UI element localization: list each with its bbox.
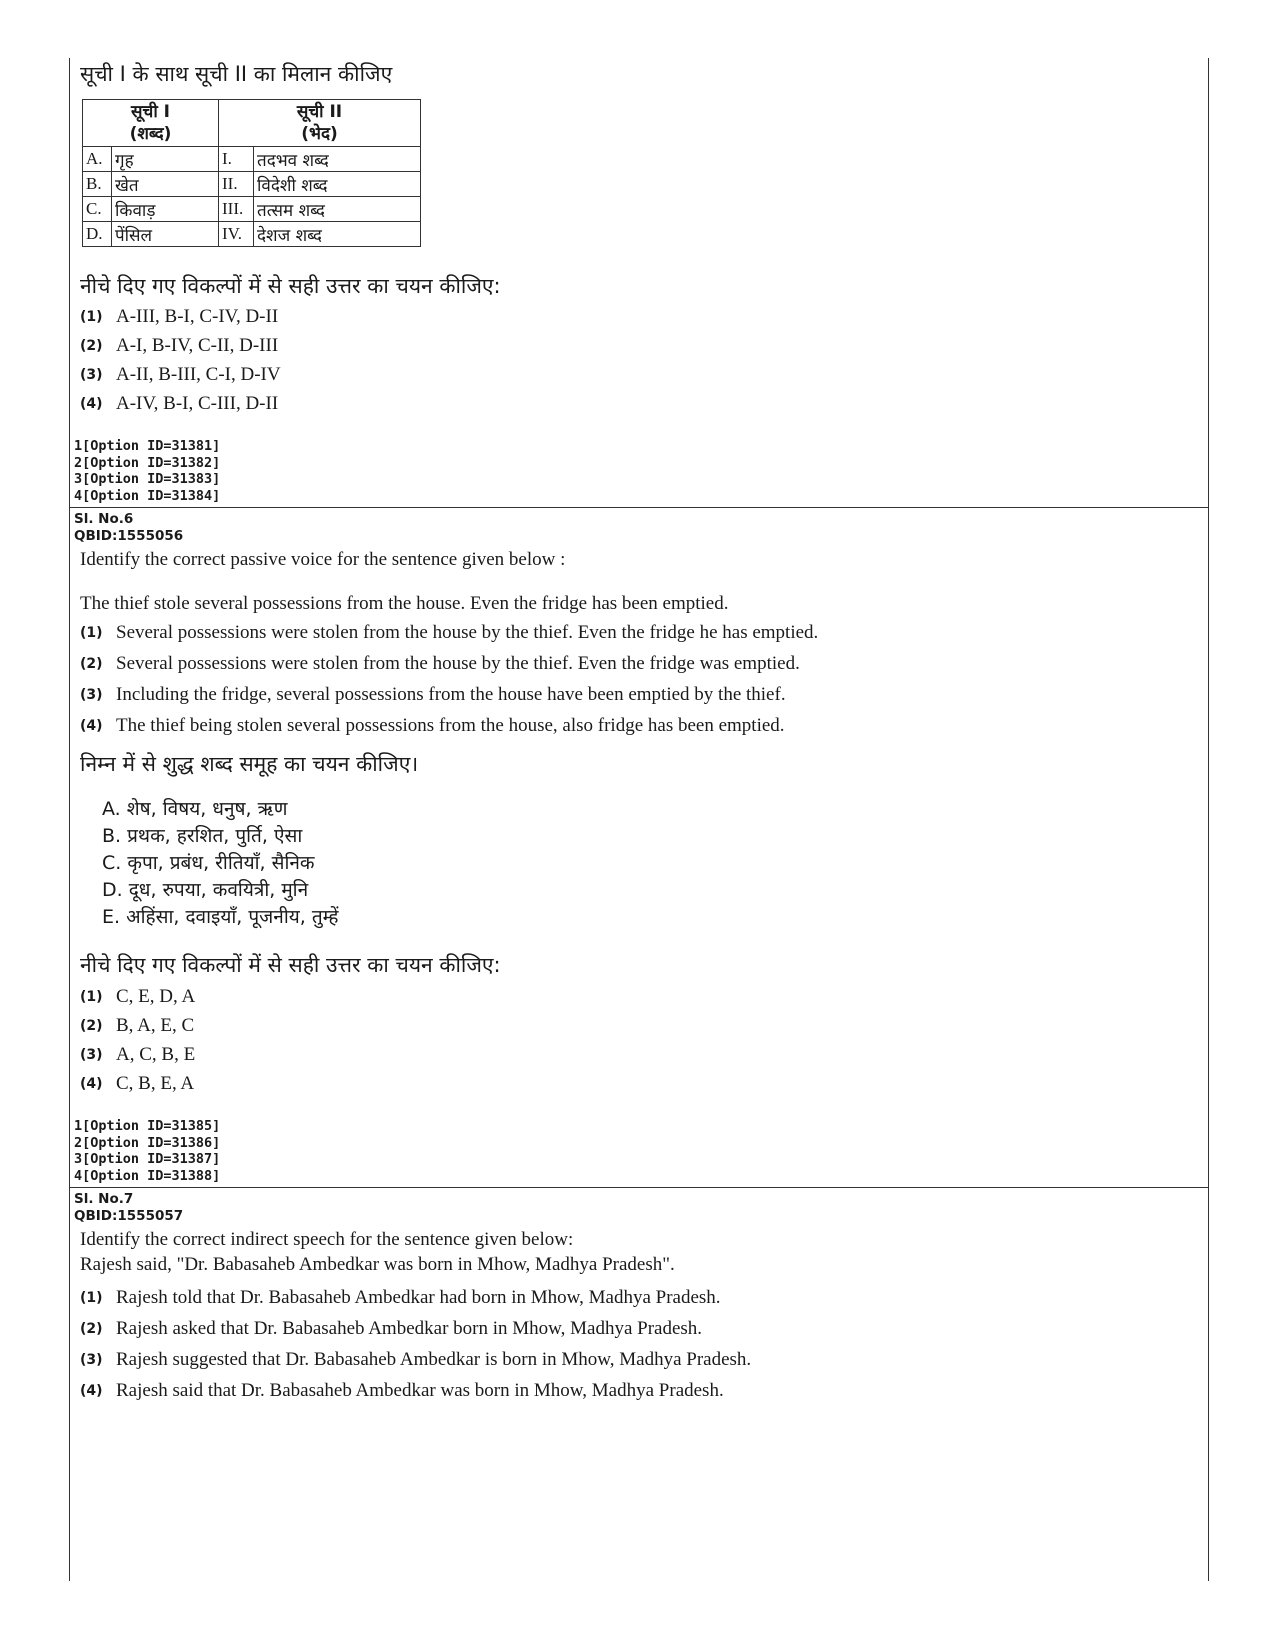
q6-hindi-option-4[interactable]: (4) C, B, E, A: [80, 1073, 195, 1094]
q7-option-3[interactable]: (3) Rajesh suggested that Dr. Babasaheb Ambedkar is born in Mhow, Madhya Pradesh.: [80, 1349, 752, 1370]
q6-hindi-option-3[interactable]: (3) A, C, B, E: [80, 1044, 196, 1065]
q6-option-1[interactable]: (1) Several possessions were stolen from the house by the thief. Even the fridge he has emptied.: [80, 622, 819, 643]
q5-option-1[interactable]: (1) A-III, B-I, C-IV, D-II: [80, 306, 279, 327]
divider: [69, 1187, 1209, 1188]
left-border: [69, 58, 70, 1581]
qbid: QBID:1555057: [74, 1207, 184, 1224]
q6-option-2[interactable]: (2) Several possessions were stolen from the house by the thief. Even the fridge was emptied.: [80, 653, 800, 674]
right-border: [1208, 58, 1209, 1581]
q6-hindi-option-2[interactable]: (2) B, A, E, C: [80, 1015, 195, 1036]
q6-hindi-question: निम्न में से शुद्ध शब्द समूह का चयन कीजिए।: [80, 752, 419, 776]
q5-option-2[interactable]: (2) A-I, B-IV, C-II, D-III: [80, 335, 279, 356]
q7-header: [74, 1191, 183, 1224]
q5-instruction: सूची I के साथ सूची II का मिलान कीजिए: [80, 62, 393, 86]
qbid: QBID:1555056: [74, 527, 184, 544]
table-row: A. गृह I. तदभव शब्द: [83, 147, 421, 172]
q6-sentence: The thief stole several possessions from the house. Even the fridge has been emptied.: [80, 593, 729, 614]
q6-header: [74, 511, 183, 544]
q6-question: Identify the correct passive voice for the sentence given below :: [80, 549, 566, 570]
list-item: E. अहिंसा, दवाइयाँ, पूजनीय, तुम्हें: [102, 906, 339, 928]
match-table: [82, 99, 421, 247]
sl-no: Sl. No.6: [74, 511, 134, 527]
table-row: C. किवाड़ III. तत्सम शब्द: [83, 197, 421, 222]
q7-question: Identify the correct indirect speech for the sentence given below:: [80, 1229, 574, 1250]
divider: [69, 507, 1209, 508]
q6-option-ids: 1[Option ID=31385] 2[Option ID=31386] 3[Option ID=31387] 4[Option ID=31388]: [74, 1118, 221, 1184]
q5-option-3[interactable]: (3) A-II, B-III, C-I, D-IV: [80, 364, 281, 385]
q6-option-3[interactable]: (3) Including the fridge, several possessions from the house have been emptied by the thief.: [80, 684, 786, 705]
q7-option-1[interactable]: (1) Rajesh told that Dr. Babasaheb Ambedkar had born in Mhow, Madhya Pradesh.: [80, 1287, 721, 1308]
q5-choose-prompt: नीचे दिए गए विकल्पों में से सही उत्तर का चयन कीजिए:: [80, 274, 501, 298]
list-item: D. दूध, रुपया, कवयित्री, मुनि: [102, 879, 309, 901]
q7-option-4[interactable]: (4) Rajesh said that Dr. Babasaheb Ambedkar was born in Mhow, Madhya Pradesh.: [80, 1380, 724, 1401]
match-table-header: [83, 100, 421, 147]
word-group-list: [102, 796, 339, 931]
list-1-header: सूची I (शब्द): [83, 100, 219, 147]
table-row: B. खेत II. विदेशी शब्द: [83, 172, 421, 197]
list-2-header: सूची II (भेद): [219, 100, 421, 147]
list-item: A. शेष, विषय, धनुष, ऋण: [102, 798, 288, 820]
q5-option-4[interactable]: (4) A-IV, B-I, C-III, D-II: [80, 393, 279, 414]
sl-no: Sl. No.7: [74, 1191, 134, 1207]
q5-option-ids: 1[Option ID=31381] 2[Option ID=31382] 3[Option ID=31383] 4[Option ID=31384]: [74, 438, 221, 504]
list-item: C. कृपा, प्रबंध, रीतियाँ, सैनिक: [102, 852, 315, 874]
table-row: D. पेंसिल IV. देशज शब्द: [83, 222, 421, 247]
q6-option-4[interactable]: (4) The thief being stolen several possessions from the house, also fridge has been emptied.: [80, 715, 785, 736]
q7-sentence: Rajesh said, "Dr. Babasaheb Ambedkar was born in Mhow, Madhya Pradesh".: [80, 1254, 675, 1275]
q6-hindi-option-1[interactable]: (1) C, E, D, A: [80, 986, 196, 1007]
q7-option-2[interactable]: (2) Rajesh asked that Dr. Babasaheb Ambedkar born in Mhow, Madhya Pradesh.: [80, 1318, 703, 1339]
list-item: B. प्रथक, हरशित, पुर्ति, ऐसा: [102, 825, 303, 847]
q6-choose-prompt: नीचे दिए गए विकल्पों में से सही उत्तर का चयन कीजिए:: [80, 953, 501, 977]
